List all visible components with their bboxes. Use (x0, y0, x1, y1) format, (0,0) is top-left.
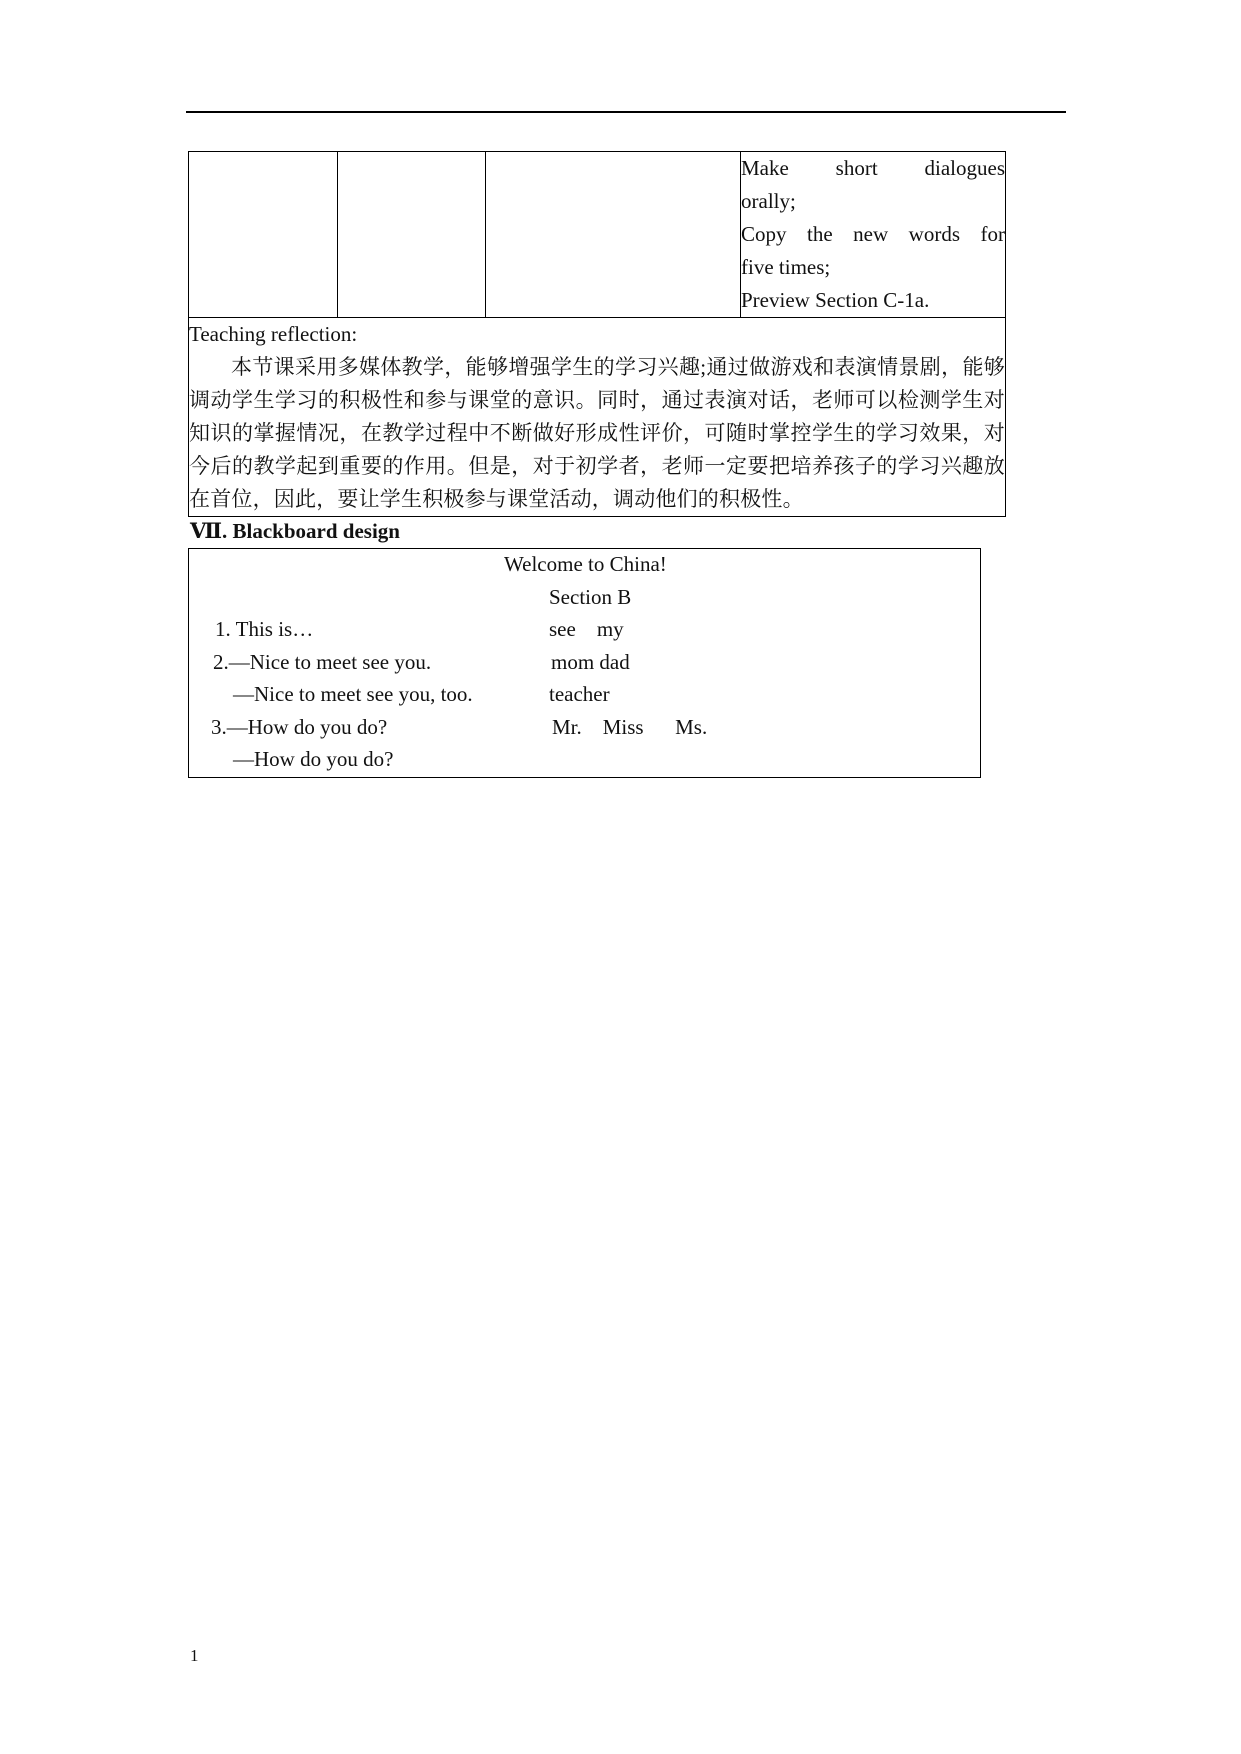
reflection-cell (189, 318, 1006, 517)
homework-line: five times; (741, 255, 831, 279)
homework-line: orally; (741, 189, 796, 213)
board-right-line: see my (549, 617, 624, 641)
board-right-line: Mr. Miss Ms. (552, 715, 708, 739)
homework-cell (741, 152, 1006, 318)
empty-cell (338, 152, 486, 318)
board-left-line: 1. This is… (215, 617, 314, 641)
board-left-line: 3.—How do you do? (211, 715, 388, 739)
board-right-line: mom dad (551, 650, 630, 674)
board-right-line: teacher (549, 682, 610, 706)
header-rule (186, 111, 1066, 113)
homework-line: Copy the new words for (741, 222, 1005, 246)
page-number: 1 (190, 1646, 199, 1665)
homework-line: Preview Section C-1a. (741, 288, 930, 312)
board-title: Welcome to China! (504, 552, 667, 576)
reflection-label: Teaching reflection: (189, 322, 358, 346)
table-row (189, 152, 1006, 318)
empty-cell (486, 152, 741, 318)
reflection-text: 本节课采用多媒体教学，能够增强学生的学习兴趣;通过做游戏和表演情景剧，能够调动学生学习的积极性和参与课堂的意识。同时，通过表演对话，老师可以检测学生对知识的掌握情况，在教学过程中不断做好形成性评价，可随时掌控学生的学习效果，对今后的教学起到重要的作用。但是，对于初学者，老师一定要把培养孩子的学习兴趣放在首位，因此，要让学生积极参与课堂活动，调动他们的积极性。 (189, 355, 1005, 511)
section-heading: Ⅶ. Blackboard design (190, 519, 400, 543)
lesson-table (188, 151, 1006, 517)
board-subtitle: Section B (549, 585, 632, 609)
empty-cell (189, 152, 338, 318)
board-left-line: 2.—Nice to meet see you. (213, 650, 432, 674)
board-left-line: —How do you do? (233, 747, 394, 771)
blackboard-box (188, 548, 981, 778)
table-row (189, 318, 1006, 517)
homework-line: Make short dialogues (741, 156, 1005, 180)
board-left-line: —Nice to meet see you, too. (233, 682, 473, 706)
